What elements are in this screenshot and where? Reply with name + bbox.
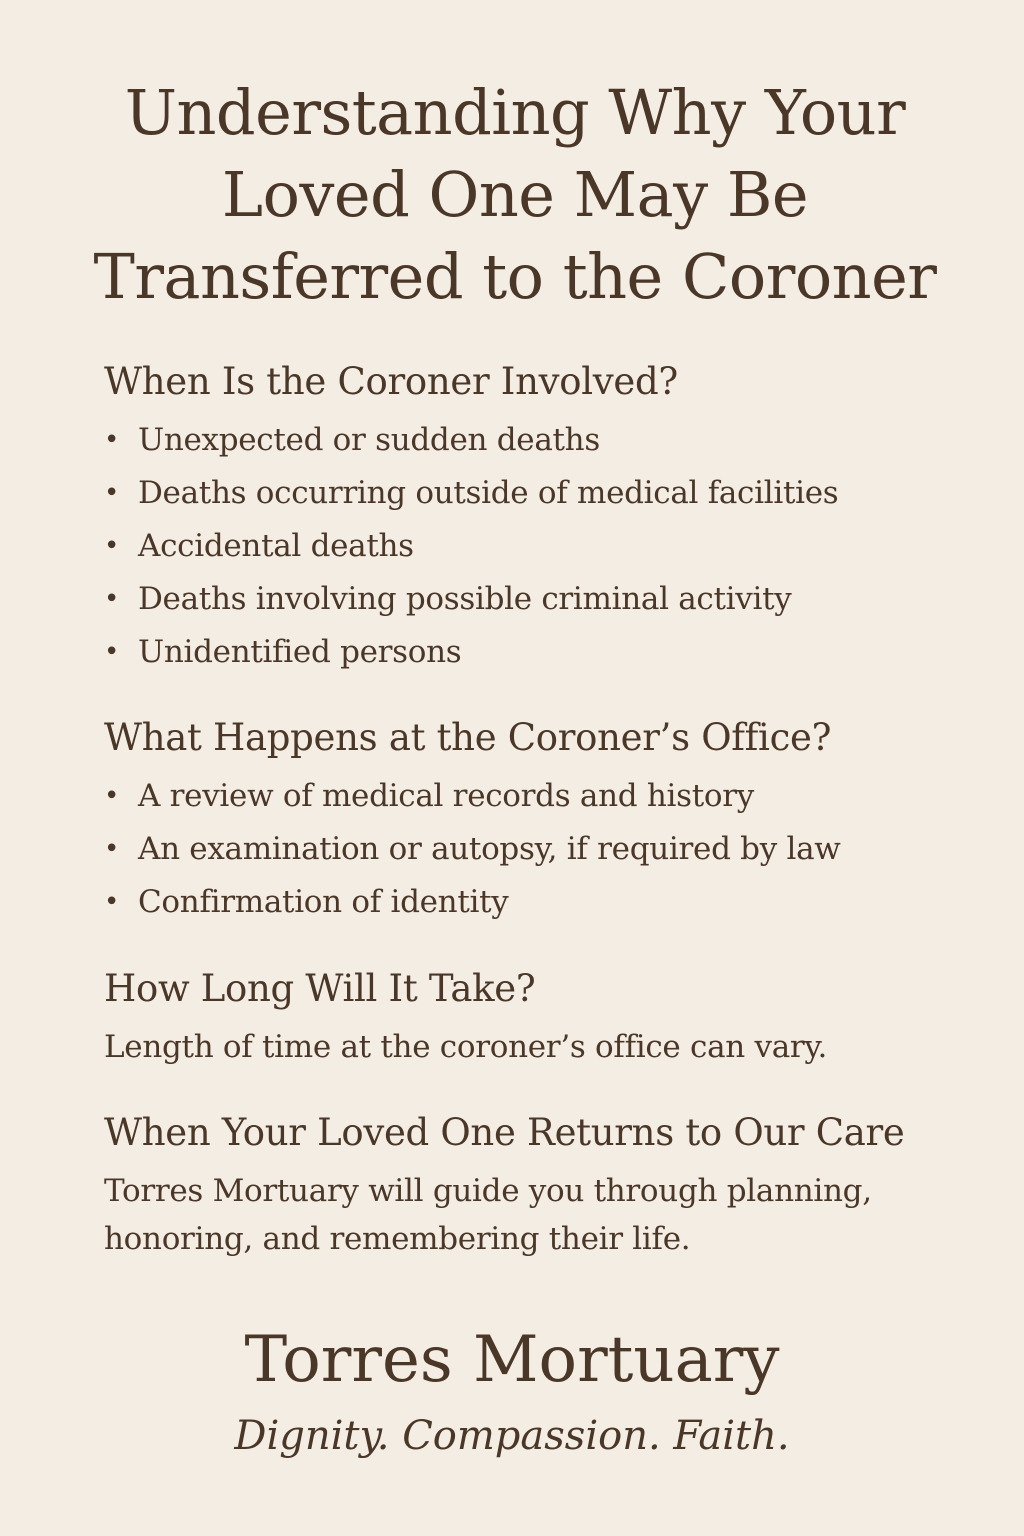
bullet-icon: • — [104, 834, 120, 864]
bullet-icon: • — [104, 781, 120, 811]
section-body: Length of time at the coroner’s office can vary. — [104, 1029, 828, 1065]
list-item-text: Accidental deaths — [138, 528, 414, 564]
list-item — [104, 520, 984, 573]
list-item — [104, 626, 984, 679]
list-item — [104, 770, 984, 823]
title-line-2: Loved One May Be — [221, 158, 809, 231]
list-item-text: Confirmation of identity — [138, 884, 509, 920]
section-heading: What Happens at the Coroner’s Office? — [104, 716, 832, 759]
bullet-list — [104, 414, 984, 679]
list-item-text: Unexpected or sudden deaths — [138, 422, 600, 458]
section-heading: When Your Loved One Returns to Our Care — [104, 1111, 905, 1154]
section-body: Torres Mortuary will guide you through planning, honoring, and remembering their life. — [104, 1173, 872, 1257]
list-item-text: A review of medical records and history — [138, 778, 754, 814]
list-item — [104, 414, 984, 467]
section-how-long — [104, 965, 984, 1071]
section-when-coroner-involved — [104, 358, 984, 679]
bullet-list — [104, 770, 984, 929]
section-returns-to-care — [104, 1109, 984, 1263]
list-item-text: Unidentified persons — [138, 634, 462, 670]
list-item-text: Deaths involving possible criminal activity — [138, 581, 792, 617]
bullet-icon: • — [104, 478, 120, 508]
section-heading: How Long Will It Take? — [104, 967, 536, 1010]
list-item — [104, 823, 984, 876]
bullet-icon: • — [104, 637, 120, 667]
title-line-3: Transferred to the Coroner — [93, 240, 937, 313]
list-item-text: Deaths occurring outside of medical facilities — [138, 475, 839, 511]
bullet-icon: • — [104, 425, 120, 455]
list-item — [104, 467, 984, 520]
section-what-happens — [104, 714, 984, 929]
list-item — [104, 876, 984, 929]
list-item-text: An examination or autopsy, if required by law — [138, 831, 841, 867]
bullet-icon: • — [104, 887, 120, 917]
title-line-1: Understanding Why Your — [124, 76, 906, 149]
bullet-icon: • — [104, 531, 120, 561]
section-heading: When Is the Coroner Involved? — [104, 360, 678, 403]
brand-name: Torres Mortuary — [244, 1323, 780, 1397]
list-item — [104, 573, 984, 626]
bullet-icon: • — [104, 584, 120, 614]
brand-tagline: Dignity. Compassion. Faith. — [234, 1413, 790, 1459]
page-title — [90, 72, 940, 318]
